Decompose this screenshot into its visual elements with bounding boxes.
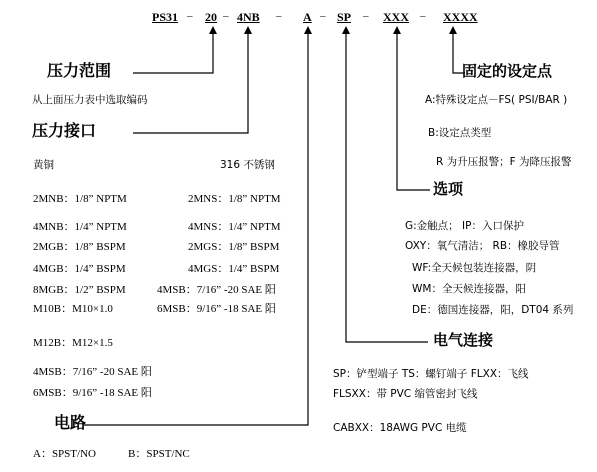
arrow-up-icon (304, 26, 312, 34)
pressure-range-leader (133, 28, 213, 73)
separator: – (223, 10, 229, 22)
electrical-item: CABXX：18AWG PVC 电缆 (333, 422, 467, 434)
port-code: 6MSB：9/16” -18 SAE 阳 (157, 303, 276, 315)
option-item: WF:全天候包装连接器，阴 (412, 262, 537, 274)
port-code: 4MGS：1/4” BSPM (188, 263, 280, 275)
segment-circuit: A (303, 10, 312, 24)
port-code: 2MGS：1/8” BSPM (188, 241, 280, 253)
segment-options: XXX (383, 10, 409, 24)
options-title: 选项 (433, 180, 464, 198)
arrow-up-icon (449, 26, 457, 34)
segment-pressure-port: 4NB (237, 10, 260, 24)
stainless-header: 316 不锈钢 (220, 159, 275, 171)
segment-pressure-range: 20 (205, 10, 217, 24)
brass-header: 黄铜 (33, 159, 54, 171)
electrical-item: SP：铲型端子 TS：螺钉端子 FLXX：飞线 (333, 368, 529, 380)
circuit-option: A：SPST/NO (33, 448, 96, 460)
arrow-up-icon (244, 26, 252, 34)
port-code: 4MNS：1/4” NPTM (188, 221, 281, 233)
set-point-title: 固定的设定点 (462, 62, 553, 80)
port-code: 2MGB：1/8” BSPM (33, 241, 126, 253)
port-code: 8MGB：1/2” BSPM (33, 284, 126, 296)
circuit-option: B：SPST/NC (128, 448, 190, 460)
option-item: OXY：氧气清洁； RB：橡胶导管 (405, 240, 560, 252)
port-code: 4MSB：7/16” -20 SAE 阳 (33, 366, 152, 378)
set-point-item: A:特殊设定点－FS( PSI/BAR ) (425, 94, 568, 106)
port-code: 6MSB：9/16” -18 SAE 阳 (33, 387, 152, 399)
arrow-up-icon (342, 26, 350, 34)
separator: – (363, 10, 369, 22)
pressure-range-note: 从上面压力表中选取编码 (32, 94, 148, 106)
electrical-item: FLSXX：带 PVC 缩管密封飞线 (333, 388, 478, 400)
arrow-up-icon (393, 26, 401, 34)
circuit-title: 电路 (54, 413, 87, 432)
port-code: 4MSB：7/16” -20 SAE 阳 (157, 284, 276, 296)
electrical-title: 电气连接 (433, 331, 494, 349)
segment-electrical: SP (337, 10, 352, 24)
port-code: 2MNS：1/8” NPTM (188, 193, 281, 205)
port-code: 4MNB：1/4” NPTM (33, 221, 127, 233)
pressure-port-title: 压力接口 (32, 121, 97, 140)
set-point-item: B:设定点类型 (428, 127, 492, 139)
port-code: 4MGB：1/4” BSPM (33, 263, 126, 275)
pressure-range-title: 压力范围 (47, 61, 112, 80)
pressure-port-leader (133, 28, 248, 133)
separator: – (276, 10, 282, 22)
segment-series: PS31 (152, 10, 179, 24)
separator: – (187, 10, 193, 22)
set-point-item: R 为升压报警；F 为降压报警 (436, 156, 572, 168)
arrow-up-icon (209, 26, 217, 34)
separator: – (320, 10, 326, 22)
port-code: M10B：M10×1.0 (33, 303, 113, 315)
options-leader (397, 28, 430, 190)
port-code: 2MNB：1/8” NPTM (33, 193, 127, 205)
option-item: WM：全天候连接器，阳 (412, 283, 526, 295)
segment-set-point: XXXX (443, 10, 478, 24)
option-item: DE：德国连接器，阳，DT04 系列 (412, 304, 574, 316)
port-code: M12B：M12×1.5 (33, 337, 113, 349)
option-item: G:金触点； IP：入口保护 (405, 220, 524, 232)
separator: – (420, 10, 426, 22)
